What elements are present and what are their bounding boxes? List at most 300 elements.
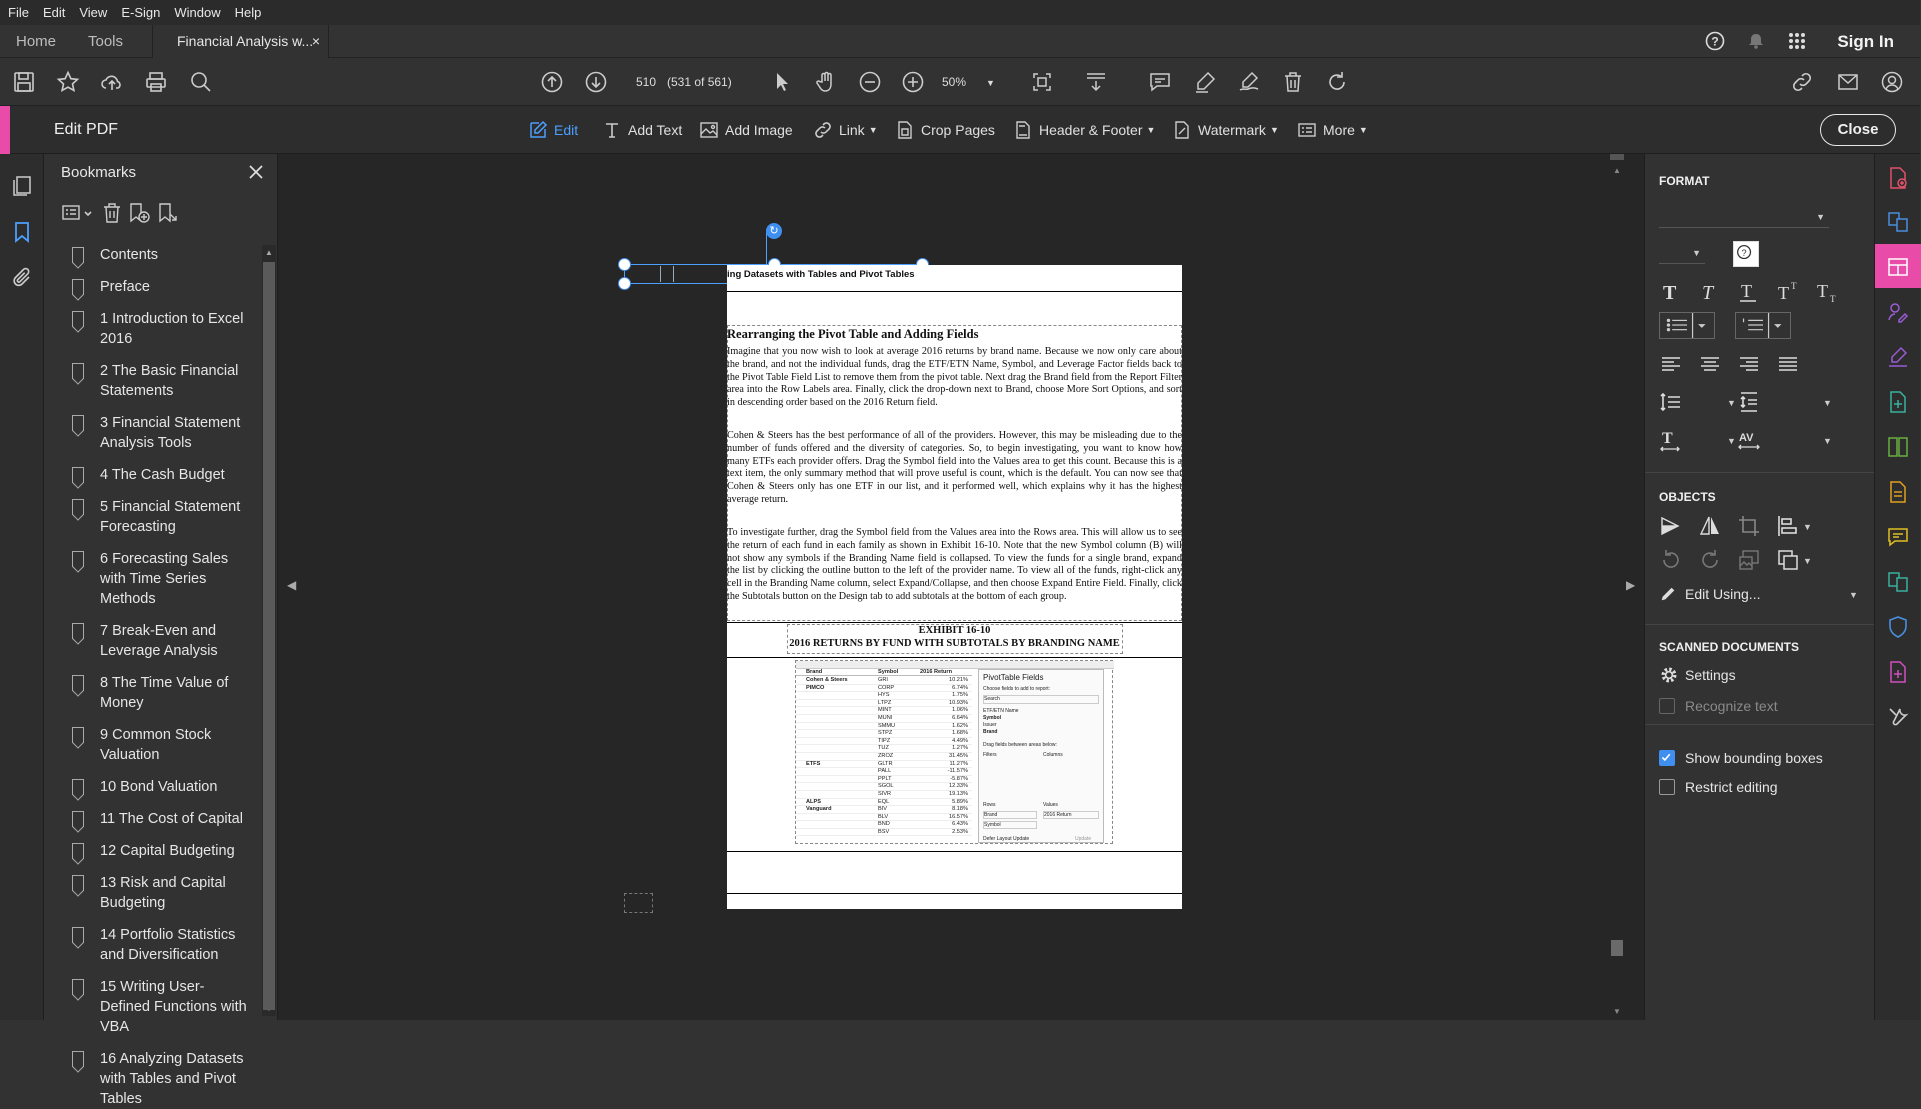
bookmark-icon <box>72 247 84 263</box>
bookmark-item[interactable] <box>62 621 254 661</box>
scroll-up-arrow-icon[interactable]: ▲ <box>265 248 273 257</box>
table-row <box>796 768 972 776</box>
exhibit-title[interactable]: 2016 RETURNS BY FUND WITH SUBTOTALS BY BRANDING NAME <box>789 638 1120 649</box>
bookmark-item[interactable] <box>62 873 254 913</box>
rotate-icon[interactable] <box>1325 70 1349 94</box>
restrict-editing-label: Restrict editing <box>1685 779 1778 795</box>
add-image-button[interactable] <box>699 106 793 154</box>
bookmark-item[interactable] <box>62 777 254 797</box>
add-text-button[interactable] <box>602 106 682 154</box>
create-pdf-icon[interactable] <box>1886 390 1910 414</box>
rotate-handle-icon[interactable]: ↻ <box>766 223 782 239</box>
scanned-settings-button[interactable] <box>1659 665 1859 687</box>
horizontal-scaling-icon[interactable] <box>1659 428 1683 452</box>
table-header-row <box>796 669 972 676</box>
scanned-documents-heading: SCANNED DOCUMENTS <box>1659 640 1800 654</box>
previous-page-icon[interactable] <box>540 70 564 94</box>
table-cell <box>796 776 878 783</box>
text-underline-icon[interactable] <box>1737 280 1761 304</box>
upload-cloud-icon[interactable] <box>100 70 124 94</box>
bookmark-icon <box>72 415 84 431</box>
table-cell: BSV <box>878 828 890 835</box>
edit-using-dropdown[interactable] <box>1659 583 1859 607</box>
bookmark-item[interactable] <box>62 413 254 453</box>
print-icon[interactable] <box>144 70 168 94</box>
align-right-icon[interactable] <box>1737 352 1761 376</box>
paragraph-1[interactable]: Imagine that you now wish to look at average 2016 returns by brand name. Because we now only care about the brand, and not the individual funds, drag the ETF/ETN Name, Symbol, and Leverage Factor fields back to the Pivot Table Field List to remove them from the pivot table. Next drag the Brand field from the Report Filter area into the Row Labels area. Finally, click the drop-down next to Brand, choose More Sort Options, and sort in descending order based on the 2016 Return field. <box>727 346 1182 409</box>
table-header: Symbol <box>878 669 899 675</box>
recognize-text-checkbox[interactable] <box>1659 698 1675 714</box>
account-icon[interactable] <box>1880 70 1904 94</box>
collapse-left-panel-icon[interactable]: ◀ <box>287 578 297 592</box>
gear-icon <box>1659 665 1679 685</box>
exhibit-image[interactable] <box>795 660 1113 844</box>
close-edit-button[interactable]: Close <box>1820 114 1896 146</box>
bookmark-icon <box>72 675 84 691</box>
bookmark-scroll-thumb[interactable] <box>263 262 275 1010</box>
bookmark-item[interactable] <box>62 497 254 537</box>
table-row <box>796 738 972 746</box>
pivot-search-box: Search <box>983 695 1099 704</box>
flip-vertical-icon[interactable] <box>1698 514 1722 538</box>
pivot-field: Brand <box>983 729 998 735</box>
chevron-down-icon[interactable]: ▼ <box>1803 522 1812 532</box>
table-cell <box>796 692 878 699</box>
format-panel <box>1644 154 1874 1020</box>
save-icon[interactable] <box>12 70 36 94</box>
chevron-down-icon: ▼ <box>1816 212 1825 222</box>
table-cell: 6.64% <box>952 714 968 721</box>
table-row <box>796 745 972 753</box>
highlight-pen-icon[interactable] <box>1193 70 1217 94</box>
crop-pages-label: Crop Pages <box>921 122 995 138</box>
pivot-field: Symbol <box>983 715 1002 721</box>
chevron-down-icon: ▼ <box>1849 590 1858 600</box>
bookmark-label: 9 Common Stock Valuation <box>100 727 212 763</box>
share-link-icon[interactable] <box>1790 70 1814 94</box>
bookmark-icon <box>72 467 84 483</box>
pivot-fields-pane <box>978 669 1104 843</box>
link-label: Link <box>839 122 865 138</box>
flip-horizontal-icon[interactable] <box>1659 514 1683 538</box>
compare-files-icon[interactable] <box>1886 570 1910 594</box>
attachments-icon[interactable] <box>10 266 34 290</box>
edit-pdf-title: Edit PDF <box>54 121 119 138</box>
bookmark-label: 5 Financial Statement Forecasting <box>100 499 241 535</box>
table-cell <box>796 700 878 707</box>
protect-shield-icon[interactable] <box>1886 615 1910 639</box>
page-number-input[interactable]: 510 <box>635 75 657 89</box>
chevron-down-icon: ▼ <box>1269 125 1279 135</box>
chevron-down-icon: ▼ <box>1692 248 1701 258</box>
new-bookmark-icon[interactable] <box>128 202 150 224</box>
crop-page-icon <box>895 120 915 140</box>
exhibit-number[interactable]: EXHIBIT 16-10 <box>918 625 991 636</box>
scroll-mode-icon[interactable] <box>1084 70 1108 94</box>
tab-tools[interactable]: Tools <box>88 33 124 50</box>
table-row <box>796 814 972 822</box>
table-row <box>796 799 972 807</box>
svg-text:T: T <box>1791 281 1797 291</box>
table-cell: ETFS <box>806 760 821 767</box>
table-cell: PALL <box>878 768 892 775</box>
table-cell: 5.89% <box>952 798 968 805</box>
align-justify-icon[interactable] <box>1776 352 1800 376</box>
menu-bar <box>0 0 1920 25</box>
menu-help[interactable]: Help <box>234 5 262 20</box>
star-icon[interactable] <box>56 70 80 94</box>
pivot-value-item: 2016 Return <box>1043 811 1099 819</box>
menu-edit[interactable]: Edit <box>42 5 66 20</box>
pivot-columns-area: Columns <box>1043 752 1063 758</box>
bookmark-item[interactable] <box>62 725 254 765</box>
export-pdf-icon[interactable] <box>1886 166 1910 190</box>
line-spacing-icon[interactable] <box>1659 390 1683 414</box>
edit-pdf-bar <box>0 106 1920 154</box>
close-icon[interactable] <box>246 162 266 182</box>
scan-ocr-icon[interactable] <box>1886 480 1910 504</box>
table-row <box>796 829 972 837</box>
table-cell <box>796 745 878 752</box>
align-left-icon[interactable] <box>1659 352 1683 376</box>
add-text-label: Add Text <box>628 122 683 138</box>
paragraph-spacing-icon[interactable] <box>1737 390 1761 414</box>
table-header: Brand <box>806 669 823 675</box>
bookmark-label: 14 Portfolio Statistics and Diversification <box>100 927 236 963</box>
bookmark-item[interactable] <box>62 809 254 829</box>
table-cell: 19.13% <box>949 790 968 797</box>
panel-divider <box>1645 624 1875 625</box>
text-box-handle-mark <box>660 266 674 282</box>
bullet-list-button[interactable] <box>1659 312 1715 339</box>
text-bold-icon[interactable] <box>1659 280 1683 304</box>
bookmark-icon <box>72 875 84 891</box>
table-cell: 31.45% <box>949 752 968 759</box>
bookmark-item[interactable] <box>62 841 254 861</box>
menu-esign[interactable]: E-Sign <box>121 5 161 20</box>
table-cell: 1.27% <box>952 745 968 752</box>
crop-pages-button[interactable] <box>895 106 995 154</box>
table-row <box>796 821 972 829</box>
text-subscript-icon[interactable] <box>1815 280 1839 304</box>
table-cell <box>796 738 878 745</box>
bookmark-icon <box>72 779 84 795</box>
bookmark-icon <box>72 843 84 859</box>
table-cell: LTPZ <box>878 699 892 706</box>
character-spacing-icon[interactable] <box>1737 428 1761 452</box>
document-scroll-thumb[interactable] <box>1611 940 1623 956</box>
pivot-rows-area: Rows <box>983 802 996 808</box>
page-fit-icon[interactable] <box>1030 70 1054 94</box>
table-cell: STPZ <box>878 730 893 737</box>
bookmark-label: 6 Forecasting Sales with Time Series Methods <box>100 551 229 607</box>
bookmark-label: 11 The Cost of Capital <box>100 811 243 827</box>
paragraph-3[interactable]: To investigate further, drag the Symbol field from the Values area into the Rows area. This will allow us to see the return of each fund in each family as shown in Exhibit 16-10. Note that the new Symbol column (B) will not show any symbols if the Branding Name field is collapsed. To view the funds for a single brand, expand the list by clicking the outline button to the left of the provider name. To view all of the funds, right-click any cell in the Branding Name column, select Expand/Collapse, and then choose Expand Entire Field. Finally, click the Subtotals button on the Design tab to add subtotals at the bottom of each group. <box>727 527 1182 602</box>
table-cell: Cohen & Steers <box>806 677 848 683</box>
expand-right-panel-icon[interactable]: ▶ <box>1626 578 1636 592</box>
table-cell: 4.49% <box>952 737 968 744</box>
resize-handle[interactable] <box>618 258 631 271</box>
scroll-down-arrow-icon[interactable]: ▼ <box>1613 1007 1621 1016</box>
edit-button[interactable] <box>528 106 578 154</box>
bookmark-icon <box>72 811 84 827</box>
bookmark-icon <box>72 279 84 295</box>
scroll-up-arrow-icon[interactable]: ▲ <box>1613 166 1621 175</box>
zoom-in-icon[interactable] <box>901 70 925 94</box>
table-cell <box>796 723 878 730</box>
menu-file[interactable]: File <box>8 5 29 20</box>
table-cell <box>796 829 878 836</box>
bookmark-label: 2 The Basic Financial Statements <box>100 363 239 399</box>
table-cell: 1.75% <box>952 692 968 699</box>
show-bounding-boxes-label: Show bounding boxes <box>1685 750 1823 766</box>
next-page-icon[interactable] <box>584 70 608 94</box>
svg-text:?: ? <box>1711 34 1719 49</box>
align-objects-icon[interactable] <box>1776 514 1800 538</box>
resize-handle[interactable] <box>618 277 631 290</box>
email-icon[interactable] <box>1836 70 1860 94</box>
redo-rotate-icon[interactable] <box>1698 548 1722 572</box>
image-icon <box>699 120 719 140</box>
bookmark-icon <box>72 363 84 379</box>
table-cell: Vanguard <box>806 806 832 813</box>
running-header[interactable]: ing Datasets with Tables and Pivot Tables <box>727 269 915 280</box>
pivot-defer-update: Defer Layout Update <box>983 836 1030 842</box>
chevron-down-icon[interactable]: ▼ <box>1823 398 1832 408</box>
more-button[interactable] <box>1297 106 1368 154</box>
edit-pdf-tool-icon[interactable] <box>1886 255 1910 279</box>
table-cell: SGOL <box>878 783 894 790</box>
bookmark-item[interactable] <box>62 245 254 265</box>
table-cell <box>796 715 878 722</box>
table-cell: SIVR <box>878 790 892 797</box>
exhibit-rule-top <box>727 622 1182 623</box>
text-icon <box>602 120 622 140</box>
table-row <box>796 791 972 799</box>
table-cell: PIMCO <box>806 684 825 691</box>
exhibit-rule-bottom <box>727 851 1182 852</box>
table-cell: -5.87% <box>950 775 968 782</box>
align-center-icon[interactable] <box>1698 352 1722 376</box>
pencil-icon <box>1659 585 1677 603</box>
bookmark-item[interactable] <box>62 925 254 965</box>
bookmark-label: 7 Break-Even and Leverage Analysis <box>100 623 218 659</box>
tab-home[interactable]: Home <box>16 33 57 50</box>
table-cell: SMMU <box>878 722 896 729</box>
document-scrollbar[interactable] <box>1610 154 1624 1020</box>
font-color-swatch[interactable] <box>1733 241 1759 267</box>
pivot-values-area: Values <box>1043 802 1058 808</box>
delete-bookmark-icon[interactable] <box>101 202 123 224</box>
table-cell: 1.68% <box>952 730 968 737</box>
edit-icon <box>528 120 548 140</box>
pivot-table-rows <box>796 677 972 836</box>
chevron-down-icon[interactable]: ▼ <box>1803 556 1812 566</box>
tab-document[interactable] <box>152 25 329 59</box>
chevron-down-icon[interactable]: ▼ <box>1727 398 1736 408</box>
zoom-out-icon[interactable] <box>858 70 882 94</box>
pivot-pane-subtitle: Choose fields to add to report: <box>983 686 1050 692</box>
panel-divider <box>1645 472 1875 473</box>
menu-view[interactable]: View <box>79 5 108 20</box>
table-cell: 2.53% <box>952 828 968 835</box>
request-signature-icon[interactable] <box>1886 300 1910 324</box>
arrange-objects-icon[interactable] <box>1776 548 1800 572</box>
crop-icon[interactable] <box>1737 514 1761 538</box>
table-cell: GLTR <box>878 760 893 767</box>
close-tab-icon[interactable]: × <box>311 33 320 49</box>
font-family-select[interactable] <box>1659 206 1829 228</box>
pdf-page[interactable] <box>727 265 1182 909</box>
chevron-down-icon: ▼ <box>1146 125 1156 135</box>
right-tools-rail <box>1874 154 1920 1020</box>
chevron-down-icon[interactable]: ▼ <box>1727 436 1736 446</box>
table-row <box>796 692 972 700</box>
text-superscript-icon[interactable] <box>1776 280 1800 304</box>
table-cell: 1.62% <box>952 722 968 729</box>
more-tools-wrench-icon[interactable] <box>1886 705 1910 729</box>
main-toolbar <box>0 58 1920 106</box>
undo-rotate-icon[interactable] <box>1659 548 1683 572</box>
hand-tool-icon[interactable] <box>814 70 838 94</box>
fill-sign-icon[interactable] <box>1886 345 1910 369</box>
page-count-label: (531 of 561) <box>667 75 732 89</box>
table-cell: TIPZ <box>878 737 891 744</box>
table-cell: BIV <box>878 806 888 813</box>
bookmark-label: 10 Bond Valuation <box>100 779 218 795</box>
menu-window[interactable]: Window <box>174 5 221 20</box>
table-row <box>796 753 972 761</box>
bookmarks-icon[interactable] <box>10 220 34 244</box>
section-heading[interactable]: Rearranging the Pivot Table and Adding Fields <box>727 327 979 341</box>
comment-icon[interactable] <box>1148 70 1172 94</box>
table-row <box>796 761 972 769</box>
spreadsheet-column-header <box>796 661 1114 669</box>
bookmark-item[interactable] <box>62 465 254 485</box>
chevron-down-icon[interactable]: ▼ <box>1823 436 1832 446</box>
format-heading: FORMAT <box>1659 174 1710 188</box>
table-cell: -11.57% <box>947 768 968 775</box>
sign-icon[interactable] <box>1237 70 1261 94</box>
bookmark-label: 8 The Time Value of Money <box>100 675 229 711</box>
show-bounding-boxes-checkbox[interactable] <box>1659 750 1675 766</box>
bookmark-options-icon[interactable] <box>61 202 95 224</box>
bookmark-item[interactable] <box>62 309 254 349</box>
header-footer-button[interactable] <box>1013 106 1155 154</box>
bookmark-item[interactable] <box>62 277 254 297</box>
bookmark-icon <box>72 927 84 943</box>
table-row <box>796 806 972 814</box>
bookmark-label: Contents <box>100 247 159 263</box>
add-image-label: Add Image <box>725 122 793 138</box>
table-cell: TUZ <box>878 745 889 752</box>
table-cell: 6.74% <box>952 684 968 691</box>
table-cell <box>796 821 878 828</box>
table-cell <box>796 707 878 714</box>
zoom-search-icon[interactable] <box>189 70 213 94</box>
replace-image-icon[interactable] <box>1737 548 1761 572</box>
edit-accent-strip <box>0 106 10 154</box>
watermark-button[interactable] <box>1172 106 1279 154</box>
svg-text:AV: AV <box>1739 432 1754 444</box>
table-cell: PPLT <box>878 775 892 782</box>
table-cell: 10.21% <box>949 677 968 683</box>
page-thumbnails-icon[interactable] <box>10 174 34 198</box>
table-cell <box>796 783 878 790</box>
paragraph-2[interactable]: Cohen & Steers has the best performance of all of the providers. However, this may be misleading due to the number of funds offered and the diversity of categories. So, to begin investigating, you want to know how many ETFs each provider offers. Drag the Symbol field into the Values area to get this count. Because this is a text item, the only summary method that will prove useful is count, which is the default. You can now see that Cohen & Steers only has one ETF in our list, and it performed well, which explains why it has the highest average return. <box>727 430 1182 505</box>
help-icon[interactable] <box>1705 31 1725 51</box>
bell-icon[interactable] <box>1747 32 1765 50</box>
bookmark-item[interactable] <box>62 673 254 713</box>
table-cell: CORP <box>878 684 895 691</box>
font-size-select[interactable] <box>1659 242 1705 264</box>
table-cell <box>796 791 878 798</box>
table-row <box>796 783 972 791</box>
link-button[interactable] <box>813 106 878 154</box>
more-tools-icon <box>1297 120 1317 140</box>
bookmark-icon <box>72 499 84 515</box>
tab-document-label: Financial Analysis w... <box>177 33 314 49</box>
table-cell: MINT <box>878 707 892 714</box>
bookmark-label: 16 Analyzing Datasets with Tables and Pivot Tables <box>100 1051 244 1107</box>
prepare-form-icon[interactable] <box>1886 660 1910 684</box>
svg-text:?: ? <box>1741 247 1747 258</box>
table-cell: HYS <box>878 692 890 699</box>
table-cell: ZROZ <box>878 752 894 759</box>
more-label: More <box>1323 122 1355 138</box>
table-cell: BND <box>878 821 890 828</box>
svg-text:T: T <box>1741 281 1752 301</box>
sign-in-button[interactable]: Sign In <box>1837 32 1894 51</box>
bookmark-item[interactable] <box>62 361 254 401</box>
svg-text:T: T <box>1830 294 1836 304</box>
header-footer-label: Header & Footer <box>1039 122 1143 138</box>
zoom-level-select[interactable] <box>942 71 1012 94</box>
combine-files-icon[interactable] <box>1886 210 1910 234</box>
header-footer-icon <box>1013 120 1033 140</box>
select-cursor-icon[interactable] <box>770 70 794 94</box>
numbered-list-button[interactable] <box>1735 312 1791 339</box>
left-nav-rail <box>0 154 44 1020</box>
bookmark-item[interactable] <box>62 549 254 609</box>
bookmark-from-selection-icon[interactable] <box>157 202 179 224</box>
recognize-text-label: Recognize text <box>1685 698 1778 714</box>
text-italic-icon[interactable] <box>1698 280 1722 304</box>
table-cell: BLV <box>878 813 889 820</box>
table-cell <box>796 768 878 775</box>
delete-icon[interactable] <box>1281 70 1305 94</box>
bookmark-item[interactable] <box>62 977 254 1037</box>
apps-grid-icon[interactable] <box>1788 32 1806 50</box>
pivot-filters-area: Filters <box>983 752 997 758</box>
zoom-value: 50% <box>942 75 967 89</box>
table-row <box>796 685 972 693</box>
bookmark-icon <box>72 551 84 567</box>
table-cell: MUNI <box>878 714 893 721</box>
bookmark-icon <box>72 979 84 995</box>
tab-bar <box>0 25 1920 58</box>
bookmark-label: 1 Introduction to Excel 2016 <box>100 311 244 347</box>
edit-using-label: Edit Using... <box>1685 586 1761 602</box>
bookmark-label: 4 The Cash Budget <box>100 467 225 483</box>
organize-pages-icon[interactable] <box>1886 435 1910 459</box>
bookmark-icon <box>72 623 84 639</box>
bookmark-item[interactable] <box>62 1049 254 1109</box>
svg-text:T: T <box>1702 282 1714 304</box>
comment-tool-icon[interactable] <box>1886 525 1910 549</box>
empty-text-box[interactable] <box>624 893 653 913</box>
restrict-editing-checkbox[interactable] <box>1659 779 1675 795</box>
